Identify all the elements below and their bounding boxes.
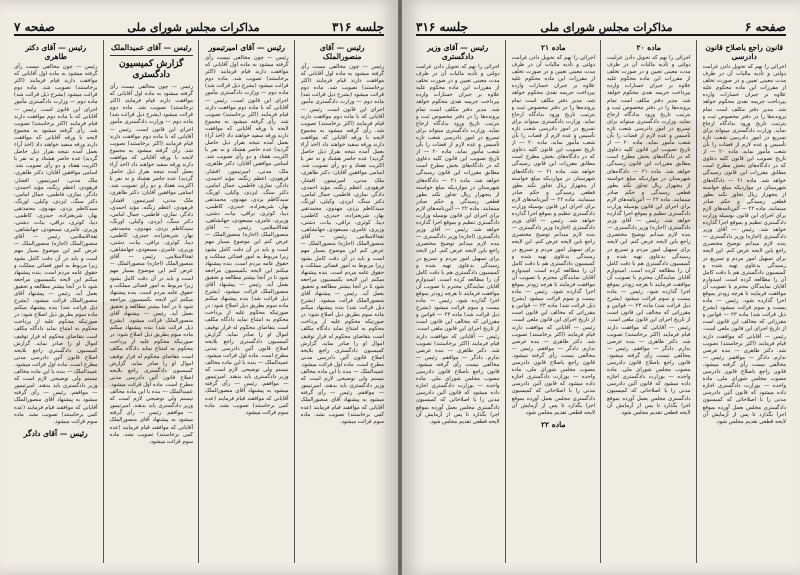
left-page-header [14,14,384,36]
paragraph: اجرائی را نهم که تحویل دادن غرامت دولتی و تأدیه مالیات آن در ظرف مدت معینی تعیین و در صورت تخلف از مقررات این ماده محکوم علیه علاوه بر جبران خسارات وارده بپرداخت جریمه نقدی محکوم خواهد شد. مدیر دفتر مکلف است تمام پرونده‌ها را در دفتر مخصوص ثبت و بترتیب تاریخ ورود بدادگاه ارجاع نماید. وزارت دادگستری میتواند برای تسریع در امور دادرسی شعب تازه تأسیس و عده لازم از قضات را بآن شعب مأمور نماید. ماده ۲۰ — از تاریخ تصویب این قانون کلیه دعاوی که در دادگاه‌های بخش مطرح است مطابق مقررات این قانون رسیدگی خواهد شد. ماده ۲۱ — دادگاه‌های شهرستان در مواردیکه مبلغ خواسته از پنجهزار ریال تجاوز نکند بطور قطعی رسیدگی و حکم صادر مینمایند. ماده ۲۲ — آئین‌نامه‌های لازم برای اجرای این قانون بوسیله وزارت دادگستری تنظیم و بموقع اجرا گذارده خواهد شد. رئیس — آقای وزیر دادگستری (اجازه) وزیر دادگستری — بنده لازم میدانم توضیح مختصری راجع باین لایحه عرض کنم. این لایحه برای تسهیل امور مردم و تسریع در رسیدگی بدعاوی تهیه شده و کمیسیون دادگستری هم با دقت کامل آن را مطالعه کرده است. امیدوارم آقایان نمایندگان محترم با تصویب آن موافقت فرمایند تا هرچه زودتر بموقع اجرا گذارده شود. رئیس — ماده بیست و سوم قرائت میشود (بشرح ذیل قرائت شد) ماده ۲۳ — قوانین و مقرراتی که مخالف این قانون است از تاریخ اجرای این قانون ملغی است. رئیس — آقایانی که موافقت دارند قیام فرمایند (اکثر برخاستند) تصویب شد. دکتر طاهری — بنده عرضی ندارم. دادگر — موافقم. رئیس — مخالفی نیست رأی گرفته میشود. قانون راجع باصلاح قانون دادرسی مصوب مجلس شورای ملی. ماده واحده — بوزارت دادگستری اجازه داده میشود که قانون آئین دادرسی مدنی را با اصلاحاتی که کمیسیون دادگستری مجلس بعمل آورده بموقع اجرا بگذارد تا پس از آزمایش آن لایحه قطعی تقدیم مجلس شود. [511,55,595,416]
heading: ماده ۲۰ [636,43,662,52]
right-page-body [416,40,786,563]
left-page [0,0,398,575]
heading: رئیس — آقای وزیر دادگستری [427,43,489,61]
right-section-label: صفحه ۶ [744,20,786,34]
heading: رئیس — آقای عمیدالملک [110,43,192,52]
left-section-label: صفحه ۷ [14,20,56,34]
left-col-1 [301,40,385,563]
right-col-3 [512,40,602,563]
paragraph: اجرائی را نهم که تحویل دادن غرامت دولتی و تأدیه مالیات آن در ظرف مدت معینی تعیین و در صورت تخلف از مقررات این ماده محکوم علیه علاوه بر جبران خسارات وارده بپرداخت جریمه نقدی محکوم خواهد شد. مدیر دفتر مکلف است تمام پرونده‌ها را در دفتر مخصوص ثبت و بترتیب تاریخ ورود بدادگاه ارجاع نماید. وزارت دادگستری میتواند برای تسریع در امور دادرسی شعب تازه تأسیس و عده لازم از قضات را بآن شعب مأمور نماید. ماده ۲۰ — از تاریخ تصویب این قانون کلیه دعاوی که در دادگاه‌های بخش مطرح است مطابق مقررات این قانون رسیدگی خواهد شد. ماده ۲۱ — دادگاه‌های شهرستان در مواردیکه مبلغ خواسته از پنجهزار ریال تجاوز نکند بطور قطعی رسیدگی و حکم صادر مینمایند. ماده ۲۲ — آئین‌نامه‌های لازم برای اجرای این قانون بوسیله وزارت دادگستری تنظیم و بموقع اجرا گذارده خواهد شد. رئیس — آقای وزیر دادگستری (اجازه) وزیر دادگستری — بنده لازم میدانم توضیح مختصری راجع باین لایحه عرض کنم. این لایحه برای تسهیل امور مردم و تسریع در رسیدگی بدعاوی تهیه شده و کمیسیون دادگستری هم با دقت کامل آن را مطالعه کرده است. امیدوارم آقایان نمایندگان محترم با تصویب آن موافقت فرمایند تا هرچه زودتر بموقع اجرا گذارده شود. رئیس — ماده بیست و سوم قرائت میشود (بشرح ذیل قرائت شد) ماده ۲۳ — قوانین و مقرراتی که مخالف این قانون است از تاریخ اجرای این قانون ملغی است. رئیس — آقایانی که موافقت دارند قیام فرمایند (اکثر برخاستند) تصویب شد. دکتر طاهری — بنده عرضی ندارم. دادگر — موافقم. رئیس — مخالفی نیست رأی گرفته میشود. قانون راجع باصلاح قانون دادرسی مصوب مجلس شورای ملی. ماده واحده — بوزارت دادگستری اجازه داده میشود که قانون آئین دادرسی مدنی را با اصلاحاتی که کمیسیون دادگستری مجلس بعمل آورده بموقع اجرا بگذارد تا پس از آزمایش آن لایحه قطعی تقدیم مجلس شود. [702,64,786,425]
right-page-title: مذاکرات مجلس شورای ملی [540,21,673,34]
paragraph: اجرائی را نهم که تحویل دادن غرامت دولتی و تأدیه مالیات آن در ظرف مدت معینی تعیین و در صورت تخلف از مقررات این ماده محکوم علیه علاوه بر جبران خسارات وارده بپرداخت جریمه نقدی محکوم خواهد شد. مدیر دفتر مکلف است تمام پرونده‌ها را در دفتر مخصوص ثبت و بترتیب تاریخ ورود بدادگاه ارجاع نماید. وزارت دادگستری میتواند برای تسریع در امور دادرسی شعب تازه تأسیس و عده لازم از قضات را بآن شعب مأمور نماید. ماده ۲۰ — از تاریخ تصویب این قانون کلیه دعاوی که در دادگاه‌های بخش مطرح است مطابق مقررات این قانون رسیدگی خواهد شد. ماده ۲۱ — دادگاه‌های شهرستان در مواردیکه مبلغ خواسته از پنجهزار ریال تجاوز نکند بطور قطعی رسیدگی و حکم صادر مینمایند. ماده ۲۲ — آئین‌نامه‌های لازم برای اجرای این قانون بوسیله وزارت دادگستری تنظیم و بموقع اجرا گذارده خواهد شد. رئیس — آقای وزیر دادگستری (اجازه) وزیر دادگستری — بنده لازم میدانم توضیح مختصری راجع باین لایحه عرض کنم. این لایحه برای تسهیل امور مردم و تسریع در رسیدگی بدعاوی تهیه شده و کمیسیون دادگستری هم با دقت کامل آن را مطالعه کرده است. امیدوارم آقایان نمایندگان محترم با تصویب آن موافقت فرمایند تا هرچه زودتر بموقع اجرا گذارده شود. رئیس — ماده بیست و سوم قرائت میشود (بشرح ذیل قرائت شد) ماده ۲۳ — قوانین و مقرراتی که مخالف این قانون است از تاریخ اجرای این قانون ملغی است. رئیس — آقایانی که موافقت دارند قیام فرمایند (اکثر برخاستند) تصویب شد. دکتر طاهری — بنده عرضی ندارم. دادگر — موافقم. رئیس — مخالفی نیست رأی گرفته میشود. قانون راجع باصلاح قانون دادرسی مصوب مجلس شورای ملی. ماده واحده — بوزارت دادگستری اجازه داده میشود که قانون آئین دادرسی مدنی را با اصلاحاتی که کمیسیون دادگستری مجلس بعمل آورده بموقع اجرا بگذارد تا پس از آزمایش آن لایحه قطعی تقدیم مجلس شود. [607,55,691,416]
left-page-body [14,40,384,563]
heading: رئیس — آقای امیرتیمور [208,43,285,52]
heading: رئیس — آقای دکتر طاهری [25,43,87,61]
right-col-4 [416,40,506,563]
heading: قانون راجع باصلاح قانون دادرسی [705,43,784,61]
right-col-1 [703,40,787,563]
right-page [402,0,800,575]
left-col-3 [110,40,200,563]
heading: رئیس — آقای دادگر [23,428,88,438]
paragraph: رئیس — چون مخالفی نیست رأی گرفته میشود به ماده اول آقایانی که موافقت دارند قیام فرمایند (اکثر برخاستند) تصویب شد. ماده دوم قرائت میشود (بشرح ذیل قرائت شد) ماده دوم — وزارت دادگستری مأمور اجرای این قانون است. رئیس — آقایانی که با ماده دوم موافقت دارند قیام فرمایند (اکثر برخاستند) تصویب شد. رأی گرفته میشود به مجموع لایحه با ورقه آقایانی که موافقت دارند ورقه سفید خواهند داد (اخذ آراء بعمل آمده نتیجه بقرار ذیل حاصل گردید) عده حاضر هشتاد و نه نفر با اکثریت هفتاد و دو رأی تصویب شد. اسامی موافقین آقایان: دکتر طاهری، ملک مدنی، امیرتیمور، افشار، فرهودی، اعظم زنگنه، مؤید احمدی، دادگر، نمازی، فاطمی، جمال امامی، دکتر سنگ، ایزدی، وکیلی، اورنگ، سیدکاظم یزدی، مهدوی، محمدتقی بهار، شریعتزاده، حیدری، کاظمی، دیبا، کوثری، نراقی، بیات، دشتی، وزیری، عامری، مسعودی، جهانشاهی، ثقةالاسلامی. رئیس — آقای منصورالملک (اجازه) منصورالملک — عرض کنم این موضوع بسیار مهم است و باید در آن دقت کامل بشود زیرا مربوط به امور قضائی مملکت و حقوق عامه مردم است. بنده پیشنهاد میکنم این لایحه بکمیسیون مراجعه شود تا در آنجا بیشتر مطالعه و تحقیق بعمل آید. رئیس — پیشنهاد آقای منصورالملک قرائت میشود. (بشرح ذیل قرائت شد) بنده پیشنهاد میکنم ماده سوم بطریق ذیل اصلاح شود: در صورتیکه محکوم علیه از پرداخت محکوم به امتناع نماید دادگاه مکلف است بتقاضای محکوم له قرار توقیف اموال او را صادر نماید. گزارش کمیسیون دادگستری راجع بلایحه اصلاح قانون آئین دادرسی مدنی مطرح است. ماده اول قرائت میشود. عمیدالملک — بنده با این ماده مخالف نیستم ولی توضیحی لازم است که وزیر دادگستری باید بدهند. امیرتیمور — موافقم. رئیس — رأی گرفته میشود به پیشنهاد آقای منصورالملک آقایانی که موافقند قیام فرمایند (عده کمی برخاستند) تصویب نشد. ماده سوم قرائت میشود. [205,55,289,416]
heading: ماده ۲۲ [540,419,566,429]
heading: رئیس — آقای منصورالملک [319,43,365,61]
paragraph: رئیس — چون مخالفی نیست رأی گرفته میشود به ماده اول آقایانی که موافقت دارند قیام فرمایند (اکثر برخاستند) تصویب شد. ماده دوم قرائت میشود (بشرح ذیل قرائت شد) ماده دوم — وزارت دادگستری مأمور اجرای این قانون است. رئیس — آقایانی که با ماده دوم موافقت دارند قیام فرمایند (اکثر برخاستند) تصویب شد. رأی گرفته میشود به مجموع لایحه با ورقه آقایانی که موافقت دارند ورقه سفید خواهند داد (اخذ آراء بعمل آمده نتیجه بقرار ذیل حاصل گردید) عده حاضر هشتاد و نه نفر با اکثریت هفتاد و دو رأی تصویب شد. اسامی موافقین آقایان: دکتر طاهری، ملک مدنی، امیرتیمور، افشار، فرهودی، اعظم زنگنه، مؤید احمدی، دادگر، نمازی، فاطمی، جمال امامی، دکتر سنگ، ایزدی، وکیلی، اورنگ، سیدکاظم یزدی، مهدوی، محمدتقی بهار، شریعتزاده، حیدری، کاظمی، دیبا، کوثری، نراقی، بیات، دشتی، وزیری، عامری، مسعودی، جهانشاهی، ثقةالاسلامی. رئیس — آقای منصورالملک (اجازه) منصورالملک — عرض کنم این موضوع بسیار مهم است و باید در آن دقت کامل بشود زیرا مربوط به امور قضائی مملکت و حقوق عامه مردم است. بنده پیشنهاد میکنم این لایحه بکمیسیون مراجعه شود تا در آنجا بیشتر مطالعه و تحقیق بعمل آید. رئیس — پیشنهاد آقای منصورالملک قرائت میشود. (بشرح ذیل قرائت شد) بنده پیشنهاد میکنم ماده سوم بطریق ذیل اصلاح شود: در صورتیکه محکوم علیه از پرداخت محکوم به امتناع نماید دادگاه مکلف است بتقاضای محکوم له قرار توقیف اموال او را صادر نماید. گزارش کمیسیون دادگستری راجع بلایحه اصلاح قانون آئین دادرسی مدنی مطرح است. ماده اول قرائت میشود. عمیدالملک — بنده با این ماده مخالف نیستم ولی توضیحی لازم است که وزیر دادگستری باید بدهند. امیرتیمور — موافقم. رئیس — رأی گرفته میشود به پیشنهاد آقای منصورالملک آقایانی که موافقند قیام فرمایند (عده کمی برخاستند) تصویب نشد. ماده سوم قرائت میشود. [300,64,384,425]
heading: ماده ۲۱ [540,43,566,52]
right-page-header [416,14,786,36]
left-page-number: جلسه ۳۱۶ [331,20,384,34]
paragraph: رئیس — چون مخالفی نیست رأی گرفته میشود به ماده اول آقایانی که موافقت دارند قیام فرمایند (اکثر برخاستند) تصویب شد. ماده دوم قرائت میشود (بشرح ذیل قرائت شد) ماده دوم — وزارت دادگستری مأمور اجرای این قانون است. رئیس — آقایانی که با ماده دوم موافقت دارند قیام فرمایند (اکثر برخاستند) تصویب شد. رأی گرفته میشود به مجموع لایحه با ورقه آقایانی که موافقت دارند ورقه سفید خواهند داد (اخذ آراء بعمل آمده نتیجه بقرار ذیل حاصل گردید) عده حاضر هشتاد و نه نفر با اکثریت هفتاد و دو رأی تصویب شد. اسامی موافقین آقایان: دکتر طاهری، ملک مدنی، امیرتیمور، افشار، فرهودی، اعظم زنگنه، مؤید احمدی، دادگر، نمازی، فاطمی، جمال امامی، دکتر سنگ، ایزدی، وکیلی، اورنگ، سیدکاظم یزدی، مهدوی، محمدتقی بهار، شریعتزاده، حیدری، کاظمی، دیبا، کوثری، نراقی، بیات، دشتی، وزیری، عامری، مسعودی، جهانشاهی، ثقةالاسلامی. رئیس — آقای منصورالملک (اجازه) منصورالملک — عرض کنم این موضوع بسیار مهم است و باید در آن دقت کامل بشود زیرا مربوط به امور قضائی مملکت و حقوق عامه مردم است. بنده پیشنهاد میکنم این لایحه بکمیسیون مراجعه شود تا در آنجا بیشتر مطالعه و تحقیق بعمل آید. رئیس — پیشنهاد آقای منصورالملک قرائت میشود. (بشرح ذیل قرائت شد) بنده پیشنهاد میکنم ماده سوم بطریق ذیل اصلاح شود: در صورتیکه محکوم علیه از پرداخت محکوم به امتناع نماید دادگاه مکلف است بتقاضای محکوم له قرار توقیف اموال او را صادر نماید. گزارش کمیسیون دادگستری راجع بلایحه اصلاح قانون آئین دادرسی مدنی مطرح است. ماده اول قرائت میشود. عمیدالملک — بنده با این ماده مخالف نیستم ولی توضیحی لازم است که وزیر دادگستری باید بدهند. امیرتیمور — موافقم. رئیس — رأی گرفته میشود به پیشنهاد آقای منصورالملک آقایانی که موافقند قیام فرمایند (عده کمی برخاستند) تصویب نشد. ماده سوم قرائت میشود. [109,84,193,445]
right-page-number: جلسه ۳۱۶ [416,20,469,34]
left-page-title: مذاکرات مجلس شورای ملی [127,21,260,34]
paragraph: اجرائی را نهم که تحویل دادن غرامت دولتی و تأدیه مالیات آن در ظرف مدت معینی تعیین و در صورت تخلف از مقررات این ماده محکوم علیه علاوه بر جبران خسارات وارده بپرداخت جریمه نقدی محکوم خواهد شد. مدیر دفتر مکلف است تمام پرونده‌ها را در دفتر مخصوص ثبت و بترتیب تاریخ ورود بدادگاه ارجاع نماید. وزارت دادگستری میتواند برای تسریع در امور دادرسی شعب تازه تأسیس و عده لازم از قضات را بآن شعب مأمور نماید. ماده ۲۰ — از تاریخ تصویب این قانون کلیه دعاوی که در دادگاه‌های بخش مطرح است مطابق مقررات این قانون رسیدگی خواهد شد. ماده ۲۱ — دادگاه‌های شهرستان در مواردیکه مبلغ خواسته از پنجهزار ریال تجاوز نکند بطور قطعی رسیدگی و حکم صادر مینمایند. ماده ۲۲ — آئین‌نامه‌های لازم برای اجرای این قانون بوسیله وزارت دادگستری تنظیم و بموقع اجرا گذارده خواهد شد. رئیس — آقای وزیر دادگستری (اجازه) وزیر دادگستری — بنده لازم میدانم توضیح مختصری راجع باین لایحه عرض کنم. این لایحه برای تسهیل امور مردم و تسریع در رسیدگی بدعاوی تهیه شده و کمیسیون دادگستری هم با دقت کامل آن را مطالعه کرده است. امیدوارم آقایان نمایندگان محترم با تصویب آن موافقت فرمایند تا هرچه زودتر بموقع اجرا گذارده شود. رئیس — ماده بیست و سوم قرائت میشود (بشرح ذیل قرائت شد) ماده ۲۳ — قوانین و مقرراتی که مخالف این قانون است از تاریخ اجرای این قانون ملغی است. رئیس — آقایانی که موافقت دارند قیام فرمایند (اکثر برخاستند) تصویب شد. دکتر طاهری — بنده عرضی ندارم. دادگر — موافقم. رئیس — مخالفی نیست رأی گرفته میشود. قانون راجع باصلاح قانون دادرسی مصوب مجلس شورای ملی. ماده واحده — بوزارت دادگستری اجازه داده میشود که قانون آئین دادرسی مدنی را با اصلاحاتی که کمیسیون دادگستری مجلس بعمل آورده بموقع اجرا بگذارد تا پس از آزمایش آن لایحه قطعی تقدیم مجلس شود. [416,64,500,425]
heading: گزارش کمیسیون دادگستری [119,59,184,80]
left-col-4 [14,40,104,563]
left-col-2 [205,40,295,563]
right-col-2 [607,40,697,563]
paragraph: رئیس — چون مخالفی نیست رأی گرفته میشود به ماده اول آقایانی که موافقت دارند قیام فرمایند (اکثر برخاستند) تصویب شد. ماده دوم قرائت میشود (بشرح ذیل قرائت شد) ماده دوم — وزارت دادگستری مأمور اجرای این قانون است. رئیس — آقایانی که با ماده دوم موافقت دارند قیام فرمایند (اکثر برخاستند) تصویب شد. رأی گرفته میشود به مجموع لایحه با ورقه آقایانی که موافقت دارند ورقه سفید خواهند داد (اخذ آراء بعمل آمده نتیجه بقرار ذیل حاصل گردید) عده حاضر هشتاد و نه نفر با اکثریت هفتاد و دو رأی تصویب شد. اسامی موافقین آقایان: دکتر طاهری، ملک مدنی، امیرتیمور، افشار، فرهودی، اعظم زنگنه، مؤید احمدی، دادگر، نمازی، فاطمی، جمال امامی، دکتر سنگ، ایزدی، وکیلی، اورنگ، سیدکاظم یزدی، مهدوی، محمدتقی بهار، شریعتزاده، حیدری، کاظمی، دیبا، کوثری، نراقی، بیات، دشتی، وزیری، عامری، مسعودی، جهانشاهی، ثقةالاسلامی. رئیس — آقای منصورالملک (اجازه) منصورالملک — عرض کنم این موضوع بسیار مهم است و باید در آن دقت کامل بشود زیرا مربوط به امور قضائی مملکت و حقوق عامه مردم است. بنده پیشنهاد میکنم این لایحه بکمیسیون مراجعه شود تا در آنجا بیشتر مطالعه و تحقیق بعمل آید. رئیس — پیشنهاد آقای منصورالملک قرائت میشود. (بشرح ذیل قرائت شد) بنده پیشنهاد میکنم ماده سوم بطریق ذیل اصلاح شود: در صورتیکه محکوم علیه از پرداخت محکوم به امتناع نماید دادگاه مکلف است بتقاضای محکوم له قرار توقیف اموال او را صادر نماید. گزارش کمیسیون دادگستری راجع بلایحه اصلاح قانون آئین دادرسی مدنی مطرح است. ماده اول قرائت میشود. عمیدالملک — بنده با این ماده مخالف نیستم ولی توضیحی لازم است که وزیر دادگستری باید بدهند. امیرتیمور — موافقم. رئیس — رأی گرفته میشود به پیشنهاد آقای منصورالملک آقایانی که موافقند قیام فرمایند (عده کمی برخاستند) تصویب نشد. ماده سوم قرائت میشود. [14,64,98,425]
